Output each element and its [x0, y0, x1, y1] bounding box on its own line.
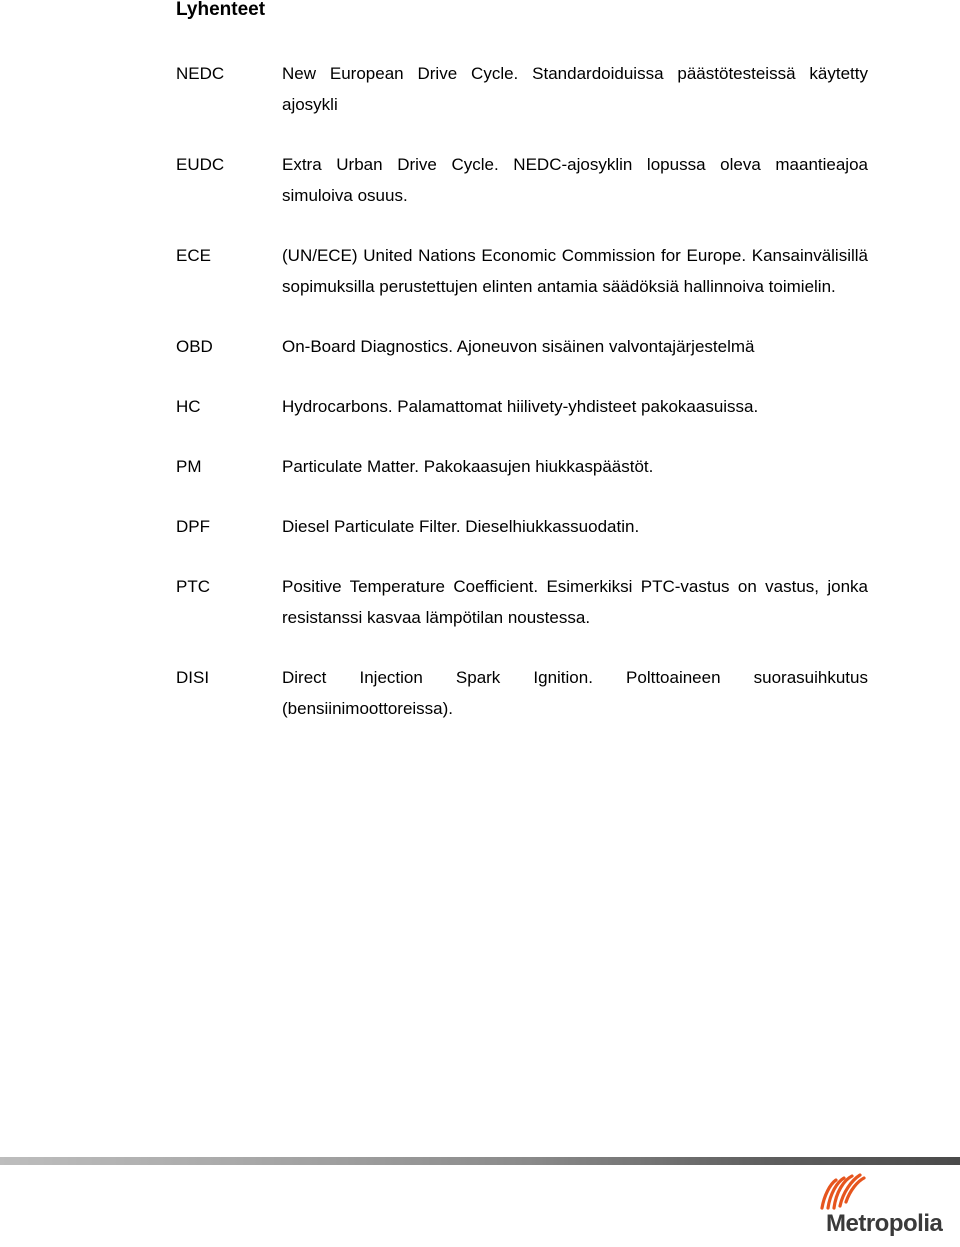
- abbreviation-entry: [176, 451, 868, 482]
- abbreviation-entry: [176, 331, 868, 362]
- abbreviation-entry: [176, 571, 868, 633]
- abbreviation-term: OBD: [176, 337, 213, 356]
- abbreviation-term: HC: [176, 397, 201, 416]
- abbreviation-term: EUDC: [176, 155, 225, 174]
- abbreviation-list: [176, 58, 868, 753]
- abbreviation-entry: [176, 58, 868, 120]
- abbreviation-entry: [176, 662, 868, 724]
- abbreviation-term: PTC: [176, 577, 210, 596]
- abbreviation-entry: [176, 391, 868, 422]
- logo-wordmark: Metropolia: [826, 1210, 943, 1237]
- abbreviation-definition: Hydrocarbons. Palamattomat hiilivety-yhdisteet pakokaasuissa.: [282, 397, 759, 416]
- abbreviation-definition: Direct Injection Spark Ignition. Polttoaineen suorasuihkutus (bensiinimoottoreissa).: [282, 668, 868, 718]
- abbreviation-entry: [176, 240, 868, 302]
- abbreviation-term: NEDC: [176, 64, 225, 83]
- abbreviation-term: PM: [176, 457, 202, 476]
- abbreviation-entry: [176, 149, 868, 211]
- logo-swoosh: [822, 1175, 864, 1208]
- abbreviation-definition: Diesel Particulate Filter. Dieselhiukkassuodatin.: [282, 517, 640, 536]
- footer-bar: [0, 1157, 960, 1165]
- page-title: Lyhenteet: [176, 0, 266, 20]
- metropolia-logo: [806, 1172, 946, 1242]
- abbreviation-definition: New European Drive Cycle. Standardoiduissa päästötesteissä käytetty ajosykli: [282, 64, 868, 114]
- abbreviation-definition: (UN/ECE) United Nations Economic Commission for Europe. Kansainvälisillä sopimuksilla perustettujen elinten antamia säädöksiä hallinnoiva toimielin.: [282, 246, 868, 296]
- abbreviation-definition: On-Board Diagnostics. Ajoneuvon sisäinen valvontajärjestelmä: [282, 337, 755, 356]
- abbreviation-definition: Extra Urban Drive Cycle. NEDC-ajosyklin lopussa oleva maantieajoa simuloiva osuus.: [282, 155, 868, 205]
- abbreviation-entry: [176, 511, 868, 542]
- abbreviation-term: DISI: [176, 668, 210, 687]
- abbreviation-definition: Particulate Matter. Pakokaasujen hiukkaspäästöt.: [282, 457, 654, 476]
- abbreviation-term: DPF: [176, 517, 210, 536]
- abbreviation-definition: Positive Temperature Coefficient. Esimerkiksi PTC-vastus on vastus, jonka resistanssi kasvaa lämpötilan noustessa.: [282, 577, 868, 627]
- abbreviation-term: ECE: [176, 246, 211, 265]
